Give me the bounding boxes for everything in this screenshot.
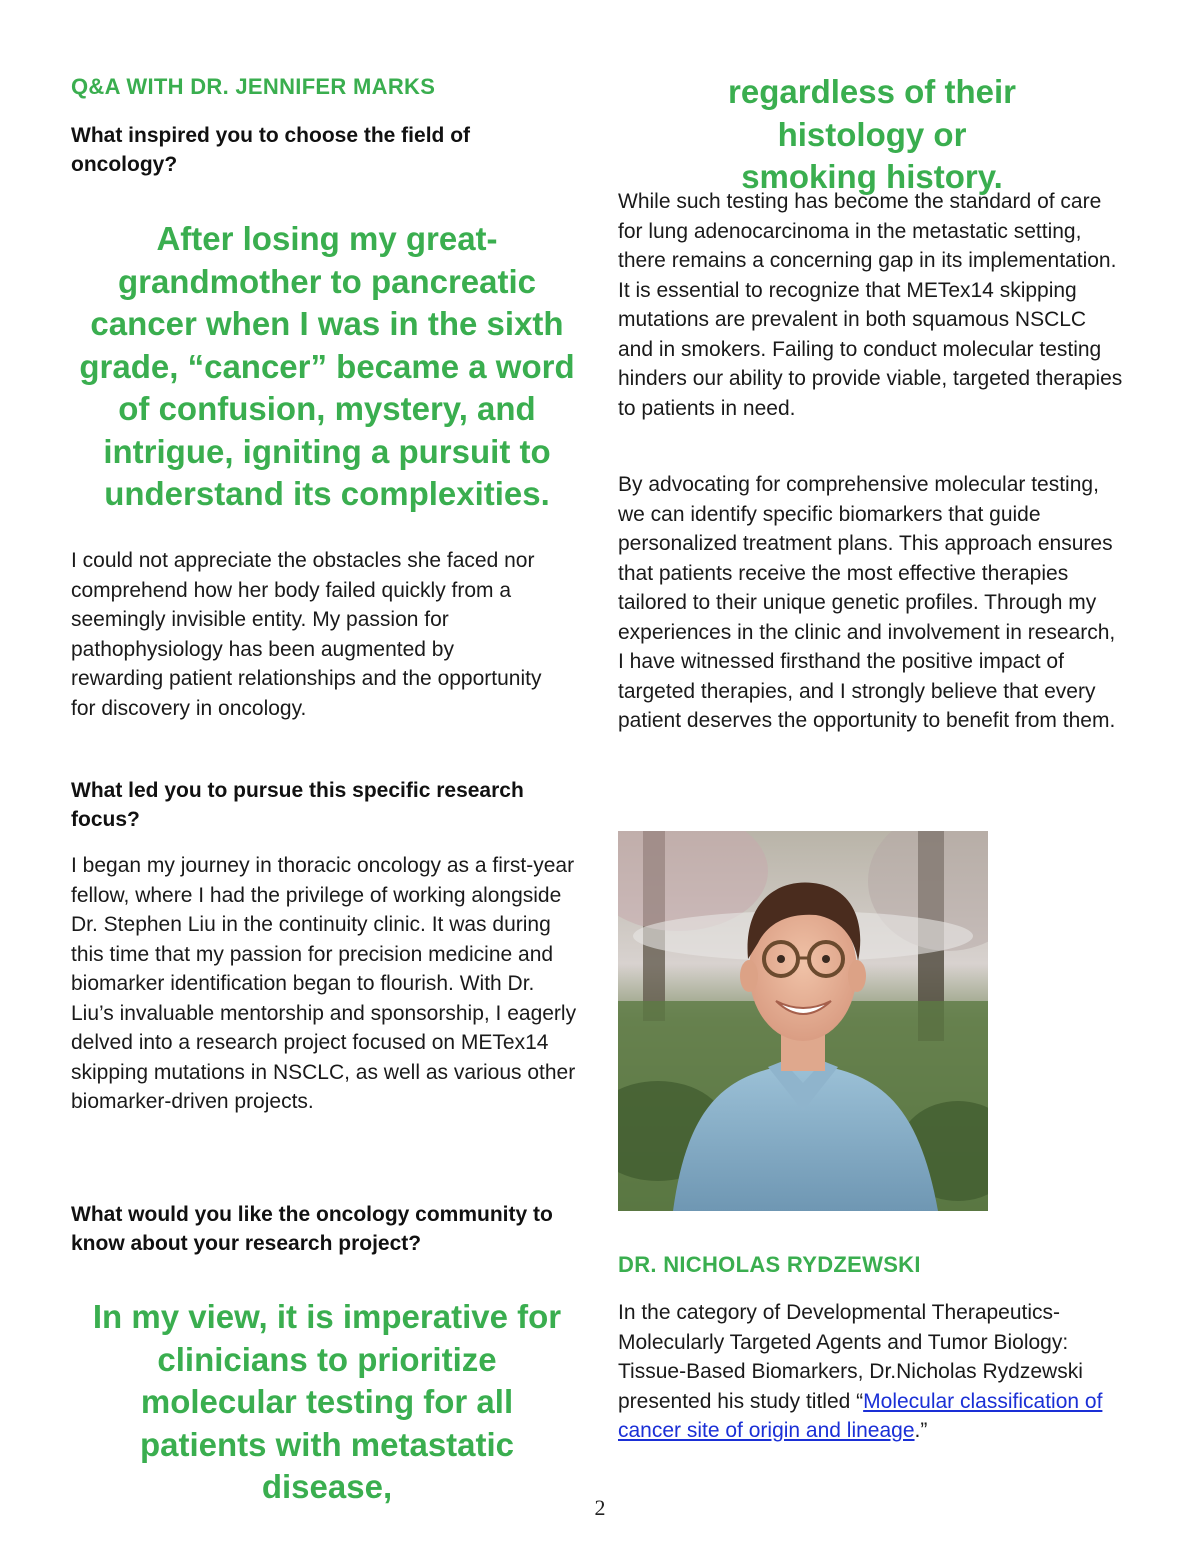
question-research-focus: What led you to pursue this specific research focus? (71, 779, 524, 831)
pull-quote-molecular-testing: In my view, it is imperative for clinicians to prioritize molecular testing for all patients with metastatic disease, (92, 1298, 562, 1505)
study-title-link[interactable]: Molecular classification of cancer site of origin and lineage (618, 1389, 1103, 1442)
question-inspiration: What inspired you to choose the field of oncology? (71, 124, 471, 176)
pull-quote-great-grandmother: After losing my great-grandmother to pancreatic cancer when I was in the sixth grade, “cancer” became a word of confusion, mystery, and intrigue, igniting a pursuit to understand its complexities. (79, 220, 575, 512)
study-closing-text: .” (914, 1419, 928, 1442)
pull-quote-continuation: regardless of their histology or smoking history. (728, 73, 1016, 195)
page-number: 2 (594, 1495, 606, 1520)
paragraph-journey: I began my journey in thoracic oncology as a first-year fellow, where I had the privilege of working alongside Dr. Stephen Liu in the continuity clinic. It was during this time that my passion for precision medicine and biomarker identification began to flourish. With Dr. Liu’s invaluable mentorship and sponsorship, I eagerly delved into a research project focused on METex14 skipping mutations in NSCLC, as well as various other biomarker-driven projects. (71, 854, 577, 1113)
section-title-nicholas-rydzewski: DR. NICHOLAS RYDZEWSKI (618, 1252, 921, 1277)
question-community: What would you like the oncology community to know about your research project? (71, 1203, 553, 1255)
portrait-photo (618, 831, 988, 1211)
study-intro-text: In the category of Developmental Therapeutics-Molecularly Targeted Agents and Tumor Biology: Tissue-Based Biomarkers, Dr.Nicholas Rydzewski presented his study titled “ (618, 1301, 1083, 1413)
paragraph-advocacy: By advocating for comprehensive molecular testing, we can identify specific biomarkers that guide personalized treatment plans. This approach ensures that patients receive the most effective therapies tailored to their unique genetic profiles. Through my experiences in the clinic and involvement in research, I have witnessed firsthand the positive impact of targeted therapies, and I strongly believe that every patient deserves the opportunity to benefit from them. (618, 473, 1116, 732)
section-title-jennifer-marks: Q&A WITH DR. JENNIFER MARKS (71, 74, 436, 99)
portrait-illustration (618, 831, 988, 1211)
paragraph-pathophysiology: I could not appreciate the obstacles she faced nor comprehend how her body failed quickly from a seemingly invisible entity. My passion for pathophysiology has been augmented by rewarding patient relationships and the opportunity for discovery in oncology. (71, 549, 542, 720)
paragraph-rydzewski-study (618, 1298, 1126, 1446)
paragraph-testing-gap: While such testing has become the standard of care for lung adenocarcinoma in the metastatic setting, there remains a concerning gap in its implementation. It is essential to recognize that METex14 skipping mutations are prevalent in both squamous NSCLC and in smokers. Failing to conduct molecular testing hinders our ability to provide viable, targeted therapies to patients in need. (618, 190, 1123, 420)
